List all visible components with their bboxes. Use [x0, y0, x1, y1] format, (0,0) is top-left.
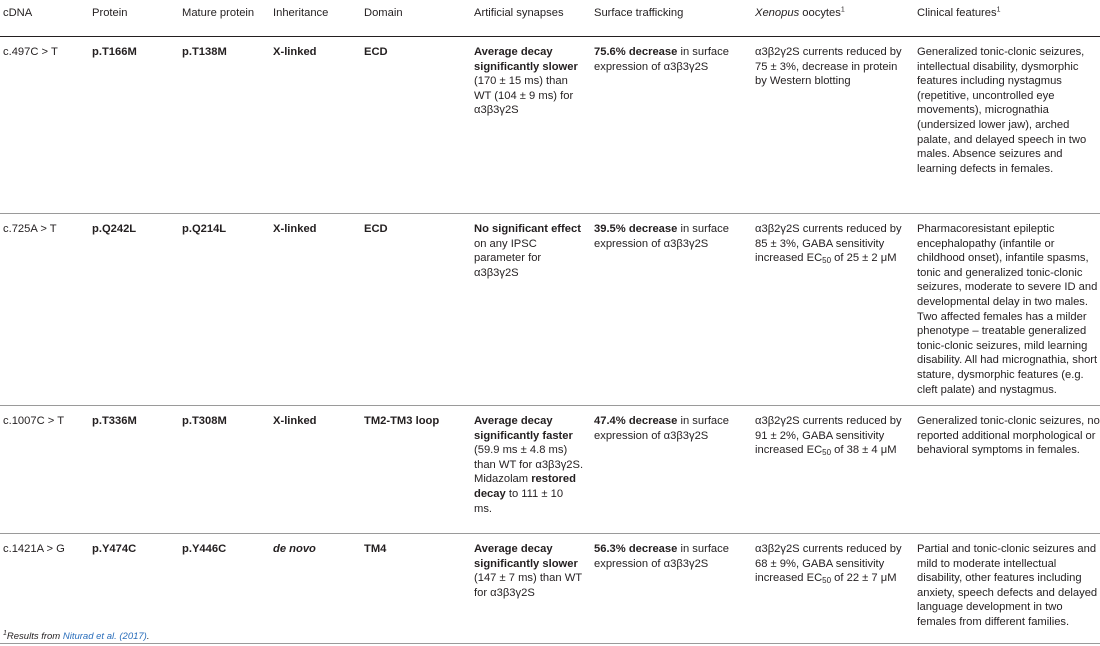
cell-protein: p.Y474C: [92, 543, 137, 555]
header-xenopus-oocytes: [755, 0, 917, 37]
cell-domain: ECD: [364, 46, 388, 58]
header-surface-trafficking: Surface trafficking: [594, 7, 684, 19]
citation-link[interactable]: Niturad et al. (2017): [62, 631, 147, 642]
cell-artificial-synapses: [474, 37, 594, 214]
oocytes-tail-text: of 22 ± 7 μM: [831, 572, 897, 585]
header-clinical-footnote-mark: 1: [996, 6, 1001, 14]
header-oocytes-label: oocytes: [799, 7, 841, 19]
cell-mature-protein: p.T308M: [182, 415, 227, 427]
header-protein: Protein: [92, 7, 128, 19]
cell-mature-protein: p.Y446C: [182, 543, 227, 555]
header-inheritance: Inheritance: [273, 7, 329, 19]
cell-inheritance: de novo: [273, 543, 316, 555]
table-row: [0, 37, 1100, 214]
synapses-text: (59.9 ms ± 4.8 ms) than WT for α3β3γ2S. Midazolam: [474, 444, 584, 486]
cell-inheritance: X-linked: [273, 46, 317, 58]
trafficking-bold-text: 75.6% decrease: [594, 46, 678, 58]
cell-inheritance: X-linked: [273, 223, 317, 235]
header-mature-protein: Mature protein: [182, 7, 255, 19]
cell-domain: TM2-TM3 loop: [364, 415, 440, 427]
synapses-text: on any IPSC parameter for α3β3γ2S: [474, 237, 542, 279]
table-row: [0, 406, 1100, 534]
ec50-subscript: 50: [822, 576, 832, 586]
header-oocytes-footnote-mark: 1: [840, 6, 845, 14]
cell-mature-protein: p.Q214L: [182, 223, 227, 235]
cell-cdna: c.1007C > T: [3, 415, 65, 427]
synapses-tail-text: to 111 ± 10 ms.: [474, 487, 564, 515]
cell-clinical-features: Generalized tonic-clonic seizures, intellectual disability, dysmorphic features including nystagmus (repetitive, uncontrolled eye movements), micrognathia (undersized lower jaw), arched palate, and delayed speech in two males. Absence seizures and learning defects in females.: [917, 46, 1087, 175]
table-row: [0, 534, 1100, 644]
synapses-bold-text: No significant effect: [474, 223, 581, 235]
oocytes-tail-text: of 38 ± 4 μM: [831, 444, 897, 457]
table-footnote: [3, 631, 149, 642]
oocytes-text: α3β2γ2S currents reduced by 85 ± 3%, GABA sensitivity increased EC: [755, 223, 902, 265]
cell-surface-trafficking: [594, 406, 755, 534]
table-row: [0, 214, 1100, 406]
trafficking-bold-text: 47.4% decrease: [594, 415, 678, 427]
trafficking-bold-text: 56.3% decrease: [594, 543, 678, 555]
cell-clinical-features: Pharmacoresistant epileptic encephalopathy (infantile or childhood onset), infantile spasms, tonic and generalized tonic-clonic seizures, moderate to severe ID and developmental delay in two males. Two affected females has a milder phenotype – treatable generalized tonic-clonic seizures, mild learning disability. All had micrognathia, short stature, dysmorphic features (e.g. cleft palate) and nystagmus.: [917, 223, 1098, 396]
header-artificial-synapses: Artificial synapses: [474, 7, 564, 19]
footnote-text: Results from: [6, 631, 63, 642]
header-xenopus-label: Xenopus: [755, 7, 800, 19]
oocytes-text: α3β2γ2S currents reduced by 68 ± 9%, GABA sensitivity increased EC: [755, 543, 902, 585]
oocytes-text: α3β2γ2S currents reduced by 91 ± 2%, GABA sensitivity increased EC: [755, 415, 902, 457]
cell-domain: ECD: [364, 223, 388, 235]
header-clinical-features: [917, 0, 1100, 37]
oocytes-tail-text: of 25 ± 2 μM: [831, 252, 897, 265]
cell-cdna: c.725A > T: [3, 223, 57, 235]
oocytes-text: α3β2γ2S currents reduced by 75 ± 3%, decrease in protein by Western blotting: [755, 46, 902, 88]
cell-surface-trafficking: [594, 37, 755, 214]
synapses-bold-text: Average decay significantly slower: [474, 543, 578, 570]
synapses-text: (147 ± 7 ms) than WT for α3β3γ2S: [474, 572, 582, 599]
cell-xenopus-oocytes: [755, 214, 917, 406]
trafficking-text: in surface expression of α3β3γ2S: [594, 46, 729, 73]
cell-xenopus-oocytes: [755, 406, 917, 534]
header-domain: Domain: [364, 7, 403, 19]
cell-protein: p.T166M: [92, 46, 137, 58]
synapses-bold-text: Average decay significantly slower: [474, 46, 578, 73]
cell-artificial-synapses: [474, 534, 594, 644]
cell-cdna: c.1421A > G: [3, 543, 65, 555]
trafficking-bold-text: 39.5% decrease: [594, 223, 678, 235]
ec50-subscript: 50: [822, 448, 832, 458]
cell-xenopus-oocytes: [755, 534, 917, 644]
footnote-end: .: [146, 631, 150, 642]
cell-clinical-features: Generalized tonic-clonic seizures, no reported additional morphological or behavioral symptoms in females.: [917, 415, 1100, 457]
cell-protein: p.T336M: [92, 415, 137, 427]
cell-artificial-synapses: [474, 406, 594, 534]
header-cdna: cDNA: [3, 7, 33, 19]
trafficking-text: in surface expression of α3β3γ2S: [594, 415, 729, 442]
trafficking-text: in surface expression of α3β3γ2S: [594, 223, 729, 250]
footnote-mark: 1: [3, 629, 7, 637]
synapses-bold-text: Average decay significantly faster: [474, 415, 573, 442]
cell-surface-trafficking: [594, 214, 755, 406]
cell-artificial-synapses: [474, 214, 594, 406]
cell-xenopus-oocytes: [755, 37, 917, 214]
cell-inheritance: X-linked: [273, 415, 317, 427]
header-row: [0, 0, 1100, 37]
synapses-bold-text-2: restored decay: [474, 473, 576, 500]
cell-cdna: c.497C > T: [3, 46, 58, 58]
ec50-subscript: 50: [822, 256, 832, 266]
cell-domain: TM4: [364, 543, 387, 555]
cell-protein: p.Q242L: [92, 223, 137, 235]
cell-surface-trafficking: [594, 534, 755, 644]
trafficking-text: in surface expression of α3β3γ2S: [594, 543, 729, 570]
cell-mature-protein: p.T138M: [182, 46, 227, 58]
cell-clinical-features: Partial and tonic-clonic seizures and mild to moderate intellectual disability, other features including anxiety, speech defects and delayed language development in two females from different families.: [917, 543, 1098, 628]
synapses-text: (170 ± 15 ms) than WT (104 ± 9 ms) for α3β3γ2S: [474, 75, 574, 117]
header-clinical-label: Clinical features: [917, 7, 997, 19]
